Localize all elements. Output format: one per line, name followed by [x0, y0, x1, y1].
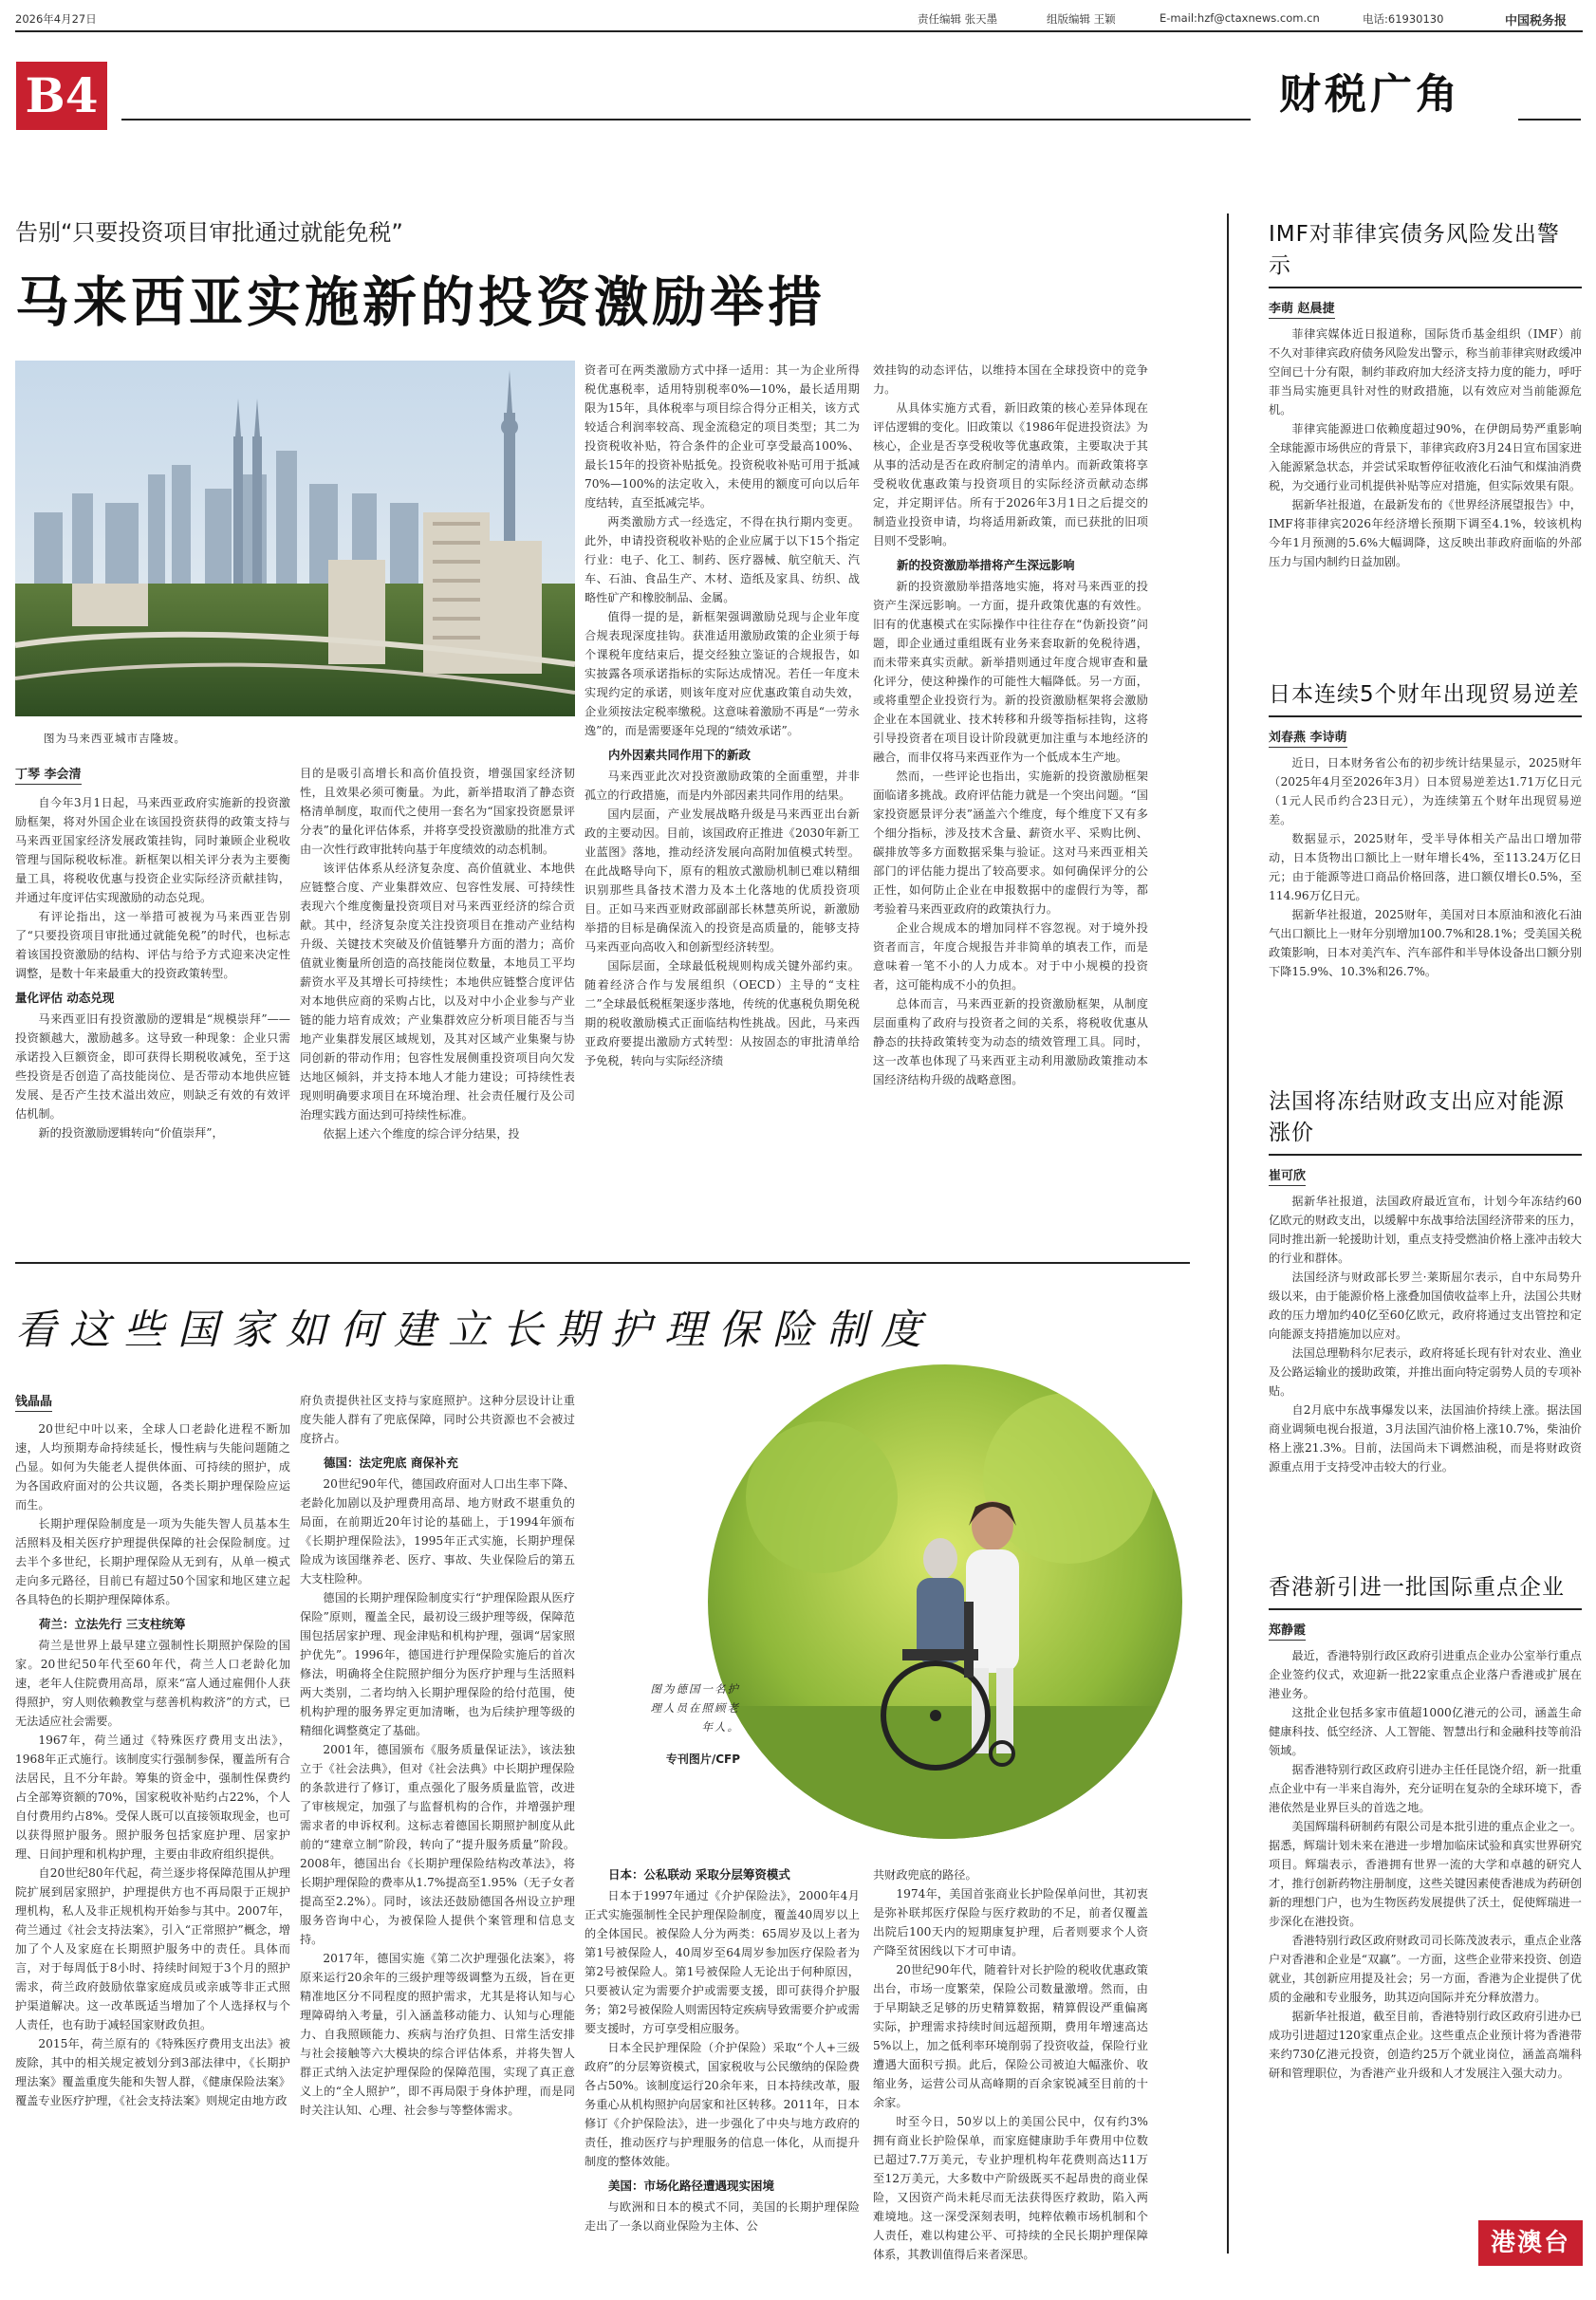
photo-credit: 专刊图片/CFP	[665, 1753, 740, 1766]
paragraph: 日本全民护理保险（介护保险）采取“个人+三级政府”的分层筹资模式，国家税收与公民缴纳的保险费各占50%。该制度运行20余年来，日本持续改革，服务重心从机构照护向居家和社区转移。2011年，日本修订《介护保险法》，进一步强化了中央与地方政府的责任，推动医疗与护理服务的信息一体化，从而提升制度的整体效能。	[585, 2041, 860, 2168]
paragraph: 自2月底中东战事爆发以来，法国油价持续上涨。据法国商业调频电视台报道，3月法国汽油价格上涨10.7%，柴油价格上涨21.3%。目前，法国尚未下调燃油税，而是将财政资源重点用于支持受冲击较大的行业。	[1269, 1402, 1582, 1474]
paragraph: 据新华社报道，2025财年，美国对日本原油和液化石油气出口额比上一财年分别增加100.7%和28.1%；受美国关税政策影响，日本对美汽车、汽车部件和半导体设备出口额分别下降15.9%、10.3%和26.7%。	[1269, 907, 1582, 978]
paragraph: 据新华社报道，法国政府最近宣布，计划今年冻结约60亿欧元的财政支出，以缓解中东战事给法国经济带来的压力，同时推出新一轮援助计划，重点支持受燃油价格上涨冲击较大的行业和群体。	[1269, 1194, 1582, 1265]
paragraph: 近日，日本财务省公布的初步统计结果显示，2025财年（2025年4月至2026年3月）日本贸易逆差达1.71万亿日元（1元人民币约合23日元），为连续第五个财年出现贸易逆差。	[1269, 755, 1582, 826]
paragraph: 府负责提供社区支持与家庭照护。这种分层设计让重度失能人群有了兜底保障，同时公共资源也不会被过度挤占。	[300, 1394, 575, 1445]
paragraph: 20世纪90年代，随着针对长护险的税收优惠政策出台，市场一度繁荣，保险公司数量激增。然而，由于早期缺乏足够的历史精算数据，精算假设严重偏离实际，护理需求持续时间远超预期，费用年增速高达5%以上，加之低利率环境削弱了投资收益，保险行业遭遇大面积亏损。此后，保险公司被迫大幅涨价、收缩业务，运营公司从高峰期的百余家锐减至目前的十余家。	[873, 1963, 1148, 2109]
subheading: 美国：市场化路径遭遇现实困境	[608, 2179, 775, 2193]
editor-credit: 责任编辑 张天墨	[918, 12, 998, 26]
paragraph: 2017年，德国实施《第二次护理强化法案》，将原来运行20余年的三级护理等级调整为五级，旨在更精准地区分不同程度的照护需求，尤其是将认知与心理障碍纳入考量，引入涵盖移动能力、认知与心理能力、自我照顾能力、疾病与治疗负担、日常生活安排与社会接触等六大模块的综合评估体系，并将失智人群正式纳入法定护理保险的保障范围，实现了真正意义上的“全人照护”，即不再局限于身体护理，而是同时关注认知、心理、社会参与等整体需求。	[300, 1952, 575, 2117]
paragraph: 自20世纪80年代起，荷兰逐步将保障范围从护理院扩展到居家照护，护理提供方也不再局限于正规护理机构，私人及非正规机构开始参与其中。2007年，荷兰通过《社会支持法案》，引入“正常照护”概念，增加了个人及家庭在长期照护服务中的责任。具体而言，对于每周低于8小时、持续时间短于3个月的照护需求，荷兰政府鼓励依靠家庭成员或亲戚等非正式照护渠道解决。这一改革既适当增加了个人选择权与个人责任，也有助于减轻国家财政负担。	[15, 1866, 290, 2031]
article2-col3	[585, 1865, 860, 2235]
sidebar-article-imf	[1269, 216, 1582, 571]
paragraph: 荷兰是世界上最早建立强制性长期照护保险的国家。20世纪50年代至60年代，荷兰人口老龄化加速，老年人住院费用高昂，原来“富人通过雇佣仆人获得照护，穷人则依赖教堂与慈善机构救济”的方式，已无法适应社会需要。	[15, 1639, 290, 1728]
masthead-rule	[121, 119, 1251, 121]
article2-author	[15, 1391, 52, 1412]
paragraph: 国际层面，全球最低税规则构成关键外部约束。随着经济合作与发展组织（OECD）主导的“支柱二”全球最低税框架逐步落地，传统的优惠税负期免税期的税收激励模式正面临结构性挑战。因此，马来西亚政府要提出激励方式转型：从按固态的审批清单给予免税，转向与实际经济绩	[585, 959, 860, 1067]
paragraph: 菲律宾能源进口依赖度超过90%，在伊朗局势严重影响全球能源市场供应的背景下，菲律宾政府3月24日宣布国家进入能源紧急状态，并尝试采取暂停征收液化石油气和煤油消费税，为交通行业司机提供补贴等应对措施，但实际效果有限。	[1269, 421, 1582, 492]
layout-credit: 组版编辑 王颖	[1047, 12, 1116, 26]
paragraph: 依据上述六个维度的综合评分结果，投	[323, 1127, 520, 1141]
paragraph: 总体而言，马来西亚新的投资激励框架，从制度层面重构了政府与投资者之间的关系，将税收优惠从静态的扶持政策转变为动态的绩效管理工具。同时，这一改革也体现了马来西亚主动利用激励政策推动本国经济结构升级的战略意图。	[873, 997, 1148, 1086]
contact-email: E-mail:hzf@ctaxnews.com.cn	[1160, 11, 1320, 25]
region-badge: 港澳台	[1478, 2220, 1583, 2266]
paragraph: 德国的长期护理保险制度实行“护理保险跟从医疗保险”原则，覆盖全民，最初设三级护理等级，保障范围包括居家护理、现金津贴和机构护理，强调“居家照护优先”。1996年，德国进行护理保险实施后的首次修法，明确将全住院照护细分为医疗护理与生活照料两大类别，二者均纳入长期护理保险的给付范围，使机构护理的服务界定更加清晰，也为后续护理等级的精细化调整奠定了基础。	[300, 1591, 575, 1737]
sidebar-author: 李萌 赵晨捷	[1269, 298, 1335, 319]
page-code-badge: B4	[16, 62, 107, 130]
paragraph: 据香港特别行政区政府引进办主任任昆饶介绍，新一批重点企业中有一半来自海外，充分证明在复杂的全球环境下，香港依然是业界巨头的首选之地。	[1269, 1762, 1582, 1814]
contact-phone: 电话:61930130	[1363, 12, 1444, 26]
sidebar-rule	[1269, 715, 1582, 717]
paragraph: 该评估体系从经济复杂度、高价值就业、本地供应链整合度、产业集群效应、包容性发展、可持续性表现六个维度衡量投资项目对马来西亚经济的综合贡献。其中，经济复杂度关注投资项目在推动产业结构升级、关键技术突破及价值链攀升方面的潜力；高价值就业衡量所创造的高技能岗位数量，本地员工平均薪资水平及其增长可持续性；本地供应链整合度评估对本地供应商的采购占比，以及对中小企业参与产业链的能力培育成效；产业集群效应分析项目能否与当地产业集群发展区域规划，及其对区域产业集聚与协同创新的带动作用；包容性发展侧重投资项目向欠发达地区倾斜，并支持本地人才能力建设；可持续性表现则明确要求项目在环境治理、社会责任履行及公司治理实践方面达到可持续性标准。	[300, 862, 575, 1122]
paragraph: 马来西亚旧有投资激励的逻辑是“规模崇拜”——投资额越大，激励越多。这导致一种现象：企业只需承诺投入巨额资金，即可获得长期税收减免，至于这些投资是否创造了高技能岗位、是否带动本地供应链发展、是否产生技术溢出效应，则缺乏有效的有效评估机制。	[15, 1012, 290, 1121]
paragraph: 然而，一些评论也指出，实施新的投资激励框架面临诸多挑战。政府评估能力就是一个突出问题。“国家投资愿景评分表”涵盖六个维度，每个维度下又有多个细分指标，涉及技术含量、薪资水平、采购比例、碳排放等多方面数据采集与验证。这对马来西亚相关部门的评估能力提出了较高要求。如何确保评分的公正性，如何防止企业在申报数据中的虚假行为等，都考验着马来西亚政府的政策执行力。	[873, 770, 1148, 916]
article2-author-text: 钱晶晶	[15, 1391, 52, 1412]
paragraph: 1974年，美国首张商业长护险保单问世，其初衷是弥补联邦医疗保险与医疗救助的不足，前者仅覆盖出院后100天内的短期康复护理，后者则要求个人资产降至贫困线以下才可申请。	[873, 1887, 1148, 1957]
paragraph: 2015年，荷兰原有的《特殊医疗费用支出法》被废除，其中的相关规定被划分到3部法律中，《长期护理法案》覆盖重度失能和失智人群，《健康保险法案》覆盖专业医疗护理，《社会支持法案》则规定由地方政	[15, 2037, 290, 2107]
sidebar-author: 郑静霞	[1269, 1620, 1306, 1641]
paragraph: 1967年，荷兰通过《特殊医疗费用支出法》，1968年正式施行。该制度实行强制参保，覆盖所有合法居民，且不分年龄。筹集的资金中，强制性保费约占全部筹资额的70%，国家税收补贴约占22%，个人自付费用约占8%。受保人既可以直接领取现金，也可以获得照护服务。照护服务包括家庭护理、居家护理、日间护理和机构护理，主要由非政府组织提供。	[15, 1734, 290, 1861]
paragraph: 新的投资激励逻辑转向“价值崇拜”，	[38, 1126, 224, 1140]
article-separator	[15, 1262, 1190, 1264]
sidebar-rule	[1269, 1608, 1582, 1610]
paragraph: 效挂钩的动态评估，以维持本国在全球投资中的竞争力。	[873, 363, 1148, 396]
article1-kicker: 告别“只要投资项目审批通过就能免税”	[15, 219, 403, 246]
masthead-rule-right	[1518, 119, 1581, 121]
subheading: 量化评估 动态兑现	[15, 991, 115, 1005]
paragraph: 数据显示，2025财年，受半导体相关产品出口增加带动，日本货物出口额比上一财年增长4%，至113.24万亿日元；由于能源等进口商品价格回落，进口额仅增长0.5%，至114.96万亿日元。	[1269, 831, 1582, 902]
subheading: 新的投资激励举措将产生深远影响	[897, 558, 1075, 572]
article1-col2	[300, 764, 575, 1143]
article2-col4	[873, 1865, 1148, 2264]
article2-col2	[300, 1391, 575, 2120]
sidebar-title: 香港新引进一批国际重点企业	[1269, 1575, 1565, 1600]
subheading: 内外因素共同作用下的新政	[608, 748, 752, 762]
article1-col1	[15, 793, 290, 1142]
article1-author	[15, 764, 82, 785]
subheading: 日本：公私联动 采取分层筹资模式	[608, 1867, 790, 1882]
caregiver-photo	[708, 1364, 1182, 1839]
paragraph: 与欧洲和日本的模式不同，美国的长期护理保险走出了一条以商业保险为主体、公	[585, 2200, 860, 2233]
paper-name: 中国税务报	[1505, 14, 1568, 28]
paragraph: 共财政兜底的路径。	[873, 1868, 977, 1882]
paragraph: 法国经济与财政部长罗兰·莱斯屈尔表示，自中东局势升级以来，由于能源价格上涨叠加国债收益率上升，法国公共财政的压力增加约40亿至60亿欧元，政府将通过支出管控和定向能源支持措施加以应对。	[1269, 1270, 1582, 1341]
subheading: 荷兰：立法先行 三支柱统筹	[39, 1617, 186, 1631]
paragraph: 企业合规成本的增加同样不容忽视。对于境外投资者而言，年度合规报告并非简单的填表工作，而是意味着一笔不小的人力成本。对于中小规模的投资者，这可能构成不小的负担。	[873, 921, 1148, 992]
paragraph: 值得一提的是，新框架强调激励兑现与企业年度合规表现深度挂钩。获准适用激励政策的企业须于每个课税年度结束后，提交经独立鉴证的合规报告，如实披露各项承诺指标的实际达成情况。若任一年度未实现约定的承诺，则该年度对应优惠政策自动失效，企业须按法定税率缴税。这意味着激励不再是“一劳永逸”的，而是需要逐年兑现的“绩效承诺”。	[585, 610, 860, 737]
sidebar-title: 法国将冻结财政支出应对能源涨价	[1269, 1089, 1565, 1145]
paragraph: 这批企业包括多家市值超1000亿港元的公司，涵盖生命健康科技、低空经济、人工智能、智慧出行和金融科技等前沿领域。	[1269, 1705, 1582, 1757]
article1-col4	[873, 361, 1148, 1089]
article1-col3	[585, 361, 860, 1070]
paragraph: 从具体实施方式看，新旧政策的核心差异体现在评估逻辑的变化。旧政策以《1986年促进投资法》为核心，企业是否享受税收等优惠政策，主要取决于其从事的活动是否在政府制定的清单内。而新政策将享受税收优惠政策与投资项目的实际经济贡献动态绑定，并定期评估。所有于2026年3月1日之后提交的制造业投资申请，均将适用新政策，而已获批的旧项目则不受影响。	[873, 401, 1148, 547]
sidebar-article-japan-trade	[1269, 677, 1582, 981]
paragraph: 新的投资激励举措落地实施，将对马来西亚的投资产生深远影响。一方面，提升政策优惠的有效性。旧有的优惠模式在实际操作中往往存在“伪新投资”问题，即企业通过重组既有业务来套取新的免税待遇，而未带来真实贡献。新举措则通过年度合规审查和量化评分，使这种操作的可能性大幅降低。另一方面，或将重塑企业投资行为。新的投资激励框架将会激励企业在本国就业、技术转移和升级等指标挂钩，这将引导投资者在项目设计阶段就更加注重与本地经济的融合，而非仅将马来西亚作为一个低成本生产地。	[873, 580, 1148, 764]
kl-city-photo	[15, 361, 575, 716]
paragraph: 自今年3月1日起，马来西亚政府实施新的投资激励框架，将对外国企业在该国投资获得的政策支持与马来西亚国家经济发展政策挂钩，同时兼顾企业税收管理与国际税收标准。新框架以相关评分表为主要衡量工具，将税收优惠与投资企业实际经济贡献挂钩，并通过年度评估实现激励的动态兑现。	[15, 796, 290, 904]
article1-photo-caption: 图为马来西亚城市吉隆坡。	[44, 732, 186, 745]
sidebar-article-hongkong	[1269, 1569, 1582, 2083]
paragraph: 资者可在两类激励方式中择一适用：其一为企业所得税优惠税率，适用特别税率0%—10%，最长适用期限为15年，具体税率与项目综合得分正相关，该方式较适合利润率较高、现金流稳定的项目类型；其二为投资税收补贴，符合条件的企业可享受最高100%、最长15年的投资补贴抵免。投资税收补贴可用于抵减70%—100%的法定收入，未使用的额度可向以后年度结转，直至抵减完毕。	[585, 363, 860, 510]
paragraph: 日本于1997年通过《介护保险法》，2000年4月正式实施强制性全民护理保险制度，覆盖40周岁以上的全体国民。被保险人分为两类：65周岁及以上者为第1号被保险人，40周岁至64周岁参加医疗保险者为第2号被保险人。第1号被保险人无论出于何种原因，只要被认定为需要介护或需要支援，即可获得介护服务；第2号被保险人则需因特定疾病导致需要介护或需要支援时，方可享受相应服务。	[585, 1889, 860, 2035]
sidebar-title: 日本连续5个财年出现贸易逆差	[1269, 682, 1580, 707]
sidebar-rule	[1269, 1154, 1582, 1156]
paragraph: 有评论指出，这一举措可被视为马来西亚告别了“只要投资项目审批通过就能免税”的时代，也标志着该国投资激励的结构、评估与给予方式迎来决定性调整，是数十年来最重大的投资政策转型。	[15, 910, 290, 980]
sidebar-author: 刘春燕 李诗萌	[1269, 727, 1347, 748]
paragraph: 最近，香港特别行政区政府引进重点企业办公室举行重点企业签约仪式，欢迎新一批22家重点企业落户香港或扩展在港业务。	[1269, 1648, 1582, 1700]
article2-headline: 看这些国家如何建立长期护理保险制度	[15, 1307, 935, 1354]
paragraph: 据新华社报道，截至目前，香港特别行政区政府引进办已成功引进超过120家重点企业。这些重点企业预计将为香港带来约730亿港元投资，创造约25万个就业岗位，涵盖高端科研和管理职位，为香港产业升级和人才发展注入强大动力。	[1269, 2009, 1582, 2080]
paragraph: 2001年，德国颁布《服务质量保证法》，该法独立于《社会法典》，但对《社会法典》中长期护理保险的条款进行了修订，重点强化了服务质量监管，改进了审核规定，加强了与监督机构的合作，并增强护理需求者的申诉权利。这标志着德国长期照护制度从此前的“建章立制”阶段，转向了“提升服务质量”阶段。2008年，德国出台《长期护理保险结构改革法》，将长期护理保险的费率从1.7%提高至1.95%（无子女者提高至2.2%）。同时，该法还鼓励德国各州设立护理服务咨询中心，为被保险人提供个案管理和信息支持。	[300, 1743, 575, 1946]
paragraph: 法国总理勒科尔尼表示，政府将延长现有针对农业、渔业及公路运输业的援助政策，并推出面向特定弱势人员的专项补贴。	[1269, 1345, 1582, 1398]
paragraph: 美国辉瑞科研制药有限公司是本批引进的重点企业之一。据悉，辉瑞计划未来在港进一步增加临床试验和真实世界研究项目。辉瑞表示，香港拥有世界一流的大学和卓越的研究人才，推行创新药物注册制度，这些关键因素使香港成为药研创新的理想门户，也为生物医药发展提供了沃土，促使辉瑞进一步深化在港投资。	[1269, 1819, 1582, 1928]
paragraph: 两类激励方式一经选定，不得在执行期内变更。此外，申请投资税收补贴的企业应属于以下15个指定行业：电子、化工、制药、医疗器械、航空航天、汽车、石油、食品生产、木材、造纸及家具、纺织、战略性矿产和橡胶制品、金属。	[585, 515, 860, 604]
paragraph: 20世纪90年代，德国政府面对人口出生率下降、老龄化加剧以及护理费用高昂、地方财政不堪重负的局面，在前期近20年讨论的基础上，于1994年颁布《长期护理保险法》，1995年正式实施，长期护理保险成为该国继养老、医疗、事故、失业保险后的第五大支柱险种。	[300, 1477, 575, 1586]
article1-author-text: 丁琴 李会清	[15, 764, 82, 785]
paragraph: 香港特别行政区政府财政司司长陈茂波表示，重点企业落户对香港和企业是“双赢”。一方面，这些企业带来投资、创造就业，其创新应用提及社会；另一方面，香港为企业提供了优质的金融和专业服务，助其迈向国际并充分释放潜力。	[1269, 1933, 1582, 2004]
sidebar-divider	[1227, 213, 1229, 2254]
article2-col1	[15, 1419, 290, 2110]
paragraph: 目的是吸引高增长和高价值投资，增强国家经济韧性，且效果必须可衡量。为此，新举措取消了静态资格清单制度，取而代之使用一套名为“国家投资愿景评分表”的量化评估体系，并将享受投资激励的批准方式由一次性行政审批转向基于年度绩效的动态机制。	[300, 767, 575, 856]
paragraph: 20世纪中叶以来，全球人口老龄化进程不断加速，人均预期寿命持续延长，慢性病与失能问题随之凸显。如何为失能老人提供体面、可持续的照护，成为各国政府面对的公共议题，各类长期护理保险应运而生。	[15, 1422, 290, 1512]
paragraph: 国内层面，产业发展战略升级是马来西亚出台新政的主要动因。目前，该国政府正推进《2030年新工业蓝图》落地，推动经济发展向高附加值模式转型。在此战略导向下，原有的粗放式激励机制已难以精细识别那些具备技术潜力及本土化落地的优质投资项目。正如马来西亚财政部副部长林慧英所说，新激励举措的目标是确保流入的投资是高质量的，能够支持马来西亚向高收入和创新型经济转型。	[585, 807, 860, 954]
paragraph: 时至今日，50岁以上的美国公民中，仅有约3%拥有商业长护险保单，而家庭健康助手年费用中位数已超过7.7万美元，专业护理机构年花费则高达11万至12万美元，大多数中产阶级既买不起昂贵的商业保险，又因资产尚未耗尽而无法获得医疗救助，陷入两难境地。这一深受深刻表明，纯粹依赖市场机制和个人责任，难以构建公平、可持续的全民长期护理保障体系，其教训值得后来者深思。	[873, 2115, 1148, 2261]
paragraph: 马来西亚此次对投资激励政策的全面重塑，并非孤立的行政措施，而是内外部因素共同作用的结果。	[585, 770, 860, 802]
paragraph: 据新华社报道，在最新发布的《世界经济展望报告》中，IMF将菲律宾2026年经济增长预期下调至4.1%，较该机构今年1月预测的5.6%大幅调降，这反映出菲政府面临的外部压力与国内制约日益加剧。	[1269, 497, 1582, 568]
section-title: 财税广角	[1279, 70, 1461, 119]
top-rule	[15, 30, 1583, 32]
sidebar-article-france	[1269, 1084, 1582, 1476]
subheading: 德国：法定兜底 商保补充	[324, 1456, 458, 1470]
sidebar-author: 崔可欣	[1269, 1165, 1306, 1186]
article2-photo-caption: 图为德国一名护理人员在照顾老年人。	[650, 1682, 740, 1734]
issue-date: 2026年4月27日	[15, 12, 97, 26]
sidebar-rule	[1269, 287, 1582, 288]
sidebar-title: IMF对菲律宾债务风险发出警示	[1269, 222, 1560, 278]
article1-headline: 马来西亚实施新的投资激励举措	[15, 270, 826, 334]
paragraph: 菲律宾媒体近日报道称，国际货币基金组织（IMF）前不久对菲律宾政府债务风险发出警示，称当前菲律宾财政缓冲空间已十分有限，制约菲政府加大经济支持力度的能力，呼吁菲当局实施更具针对性的财政措施，以有效应对当前能源危机。	[1269, 326, 1582, 417]
paragraph: 长期护理保险制度是一项为失能失智人员基本生活照料及相关医疗护理提供保障的社会保险制度。过去半个多世纪，长期护理保险从无到有，从单一模式走向多元路径，目前已有超过50个国家和地区建立起各具特色的长期护理保障体系。	[15, 1517, 290, 1606]
